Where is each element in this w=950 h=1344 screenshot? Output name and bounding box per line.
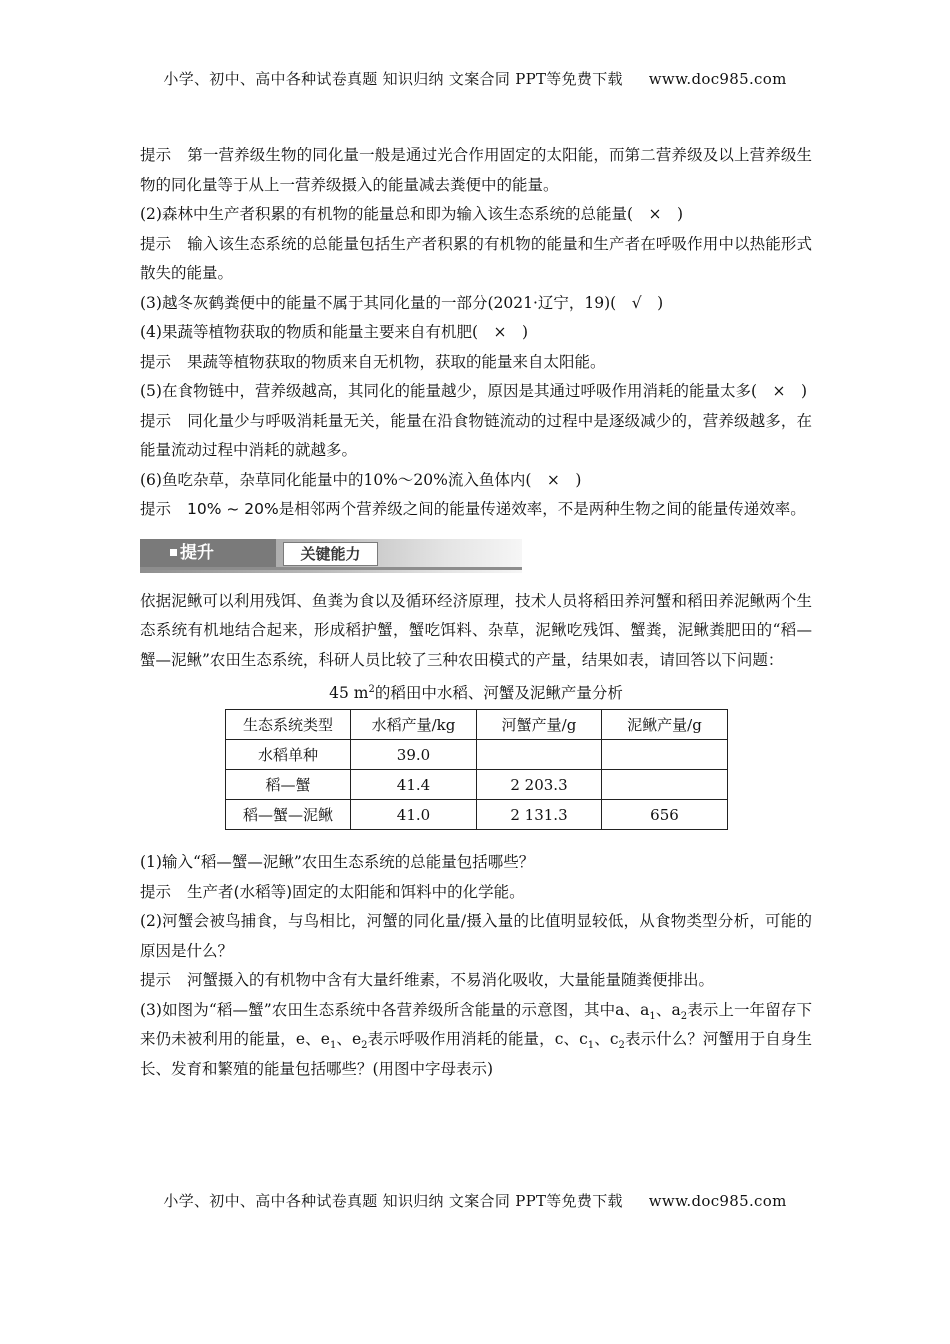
answer-2: 提示 河蟹摄入的有机物中含有大量纤维素，不易消化吸收，大量能量随粪便排出。 [140, 971, 715, 989]
hint-label: 提示 [140, 234, 172, 253]
table-cell: 656 [602, 800, 728, 830]
square-bullet-icon [170, 549, 177, 556]
page-header [0, 68, 950, 89]
table-row [226, 740, 728, 770]
table-header-row [226, 710, 728, 740]
table-cell: 2 131.3 [477, 800, 602, 830]
table-cell: 2 203.3 [477, 770, 602, 800]
hint-label: 提示 [140, 882, 172, 901]
banner-sub: 关键能力 [283, 542, 378, 566]
header-text: 小学、初中、高中各种试卷真题 知识归纳 文案合同 PPT等免费下载 [163, 70, 623, 88]
page-footer [0, 1190, 950, 1211]
table-header-cell: 生态系统类型 [226, 710, 351, 740]
question-2: (2)河蟹会被鸟捕食，与鸟相比，河蟹的同化量/摄入量的比值明显较低，从食物类型分析，可能的原因是什么？ [140, 912, 812, 960]
judgement-4: (4)果蔬等植物获取的物质和能量主要来自有机肥( × ) [140, 323, 529, 341]
table-cell: 41.4 [351, 770, 477, 800]
table-row [226, 800, 728, 830]
banner-main: 提升 [140, 539, 276, 567]
judgement-3: (3)越冬灰鹤粪便中的能量不属于其同化量的一部分(2021·辽宁，19)( √ ) [140, 293, 664, 312]
table-row [226, 770, 728, 800]
judgement-2: (2)森林中生产者积累的有机物的能量总和即为输入该生态系统的总能量( × ) [140, 205, 684, 223]
hint-4: 提示 果蔬等植物获取的物质来自无机物，获取的能量来自太阳能。 [140, 352, 606, 371]
hint-label: 提示 [140, 411, 172, 430]
footer-text: 小学、初中、高中各种试卷真题 知识归纳 文案合同 PPT等免费下载 [163, 1192, 623, 1210]
hint-label: 提示 [140, 146, 172, 164]
hint-label: 提示 [140, 971, 172, 989]
header-url[interactable]: www.doc985.com [648, 70, 787, 88]
hint-label: 提示 [140, 352, 172, 371]
answer-1: 提示 生产者(水稻等)固定的太阳能和饵料中的化学能。 [140, 882, 525, 901]
judgement-6: (6)鱼吃杂草，杂草同化能量中的10%～20%流入鱼体内( × ) [140, 470, 582, 489]
footer-url[interactable]: www.doc985.com [648, 1192, 787, 1210]
question-1: (1)输入“稻—蟹—泥鳅”农田生态系统的总能量包括哪些？ [140, 853, 535, 871]
table-header-cell: 泥鳅产量/g [602, 710, 728, 740]
hint-6: 提示 10% ~ 20%是相邻两个营养级之间的能量传递效率，不是两种生物之间的能量传递效率。 [140, 500, 806, 518]
hint-1: 提示 第一营养级生物的同化量一般是通过光合作用固定的太阳能，而第二营养级及以上营养级生物的同化量等于从上一营养级摄入的能量减去粪便中的能量。 [140, 146, 812, 194]
question-3: (3)如图为“稻—蟹”农田生态系统中各营养级所含能量的示意图，其中a、$a_1$、$a_2$表示上一年留存下来仍未被利用的能量，e、$e_1$、$e_2$表示呼吸作用消耗的能量，c、$c_1$、$c_2$表示什么？河蟹用于自身生长、发育和繁殖的能量包括哪些？(用图中字母表示) [140, 1000, 812, 1078]
page-content [140, 141, 812, 1084]
banner-underline [140, 567, 522, 570]
table-cell: 39.0 [351, 740, 477, 770]
hint-2: 提示 输入该生态系统的总能量包括生产者积累的有机物的能量和生产者在呼吸作用中以热能形式散失的能量。 [140, 234, 812, 282]
table-cell [477, 740, 602, 770]
table-cell: 41.0 [351, 800, 477, 830]
table-caption: 45 $m^2$的稻田中水稻、河蟹及泥鳅产量分析 [329, 683, 623, 702]
table-header-cell: 河蟹产量/g [477, 710, 602, 740]
table-cell: 水稻单种 [226, 740, 351, 770]
judgement-5: (5)在食物链中，营养级越高，其同化的能量越少，原因是其通过呼吸作用消耗的能量太多( × ) [140, 382, 808, 400]
table-cell [602, 770, 728, 800]
section-banner [140, 539, 522, 573]
table-cell: 稻—蟹 [226, 770, 351, 800]
table-header-cell: 水稻产量/kg [351, 710, 477, 740]
hint-5: 提示 同化量少与呼吸消耗量无关，能量在沿食物链流动的过程中是逐级减少的，营养级越多，在能量流动过程中消耗的就越多。 [140, 411, 812, 459]
yield-table [225, 709, 728, 830]
intro-paragraph: 依据泥鳅可以利用残饵、鱼粪为食以及循环经济原理，技术人员将稻田养河蟹和稻田养泥鳅两个生态系统有机地结合起来，形成稻护蟹，蟹吃饵料、杂草，泥鳅吃残饵、蟹粪，泥鳅粪肥田的“稻—蟹—泥鳅”农田生态系统，科研人员比较了三种农田模式的产量，结果如表，请回答以下问题： [140, 591, 812, 669]
hint-label: 提示 [140, 500, 172, 518]
table-cell [602, 740, 728, 770]
table-cell: 稻—蟹—泥鳅 [226, 800, 351, 830]
